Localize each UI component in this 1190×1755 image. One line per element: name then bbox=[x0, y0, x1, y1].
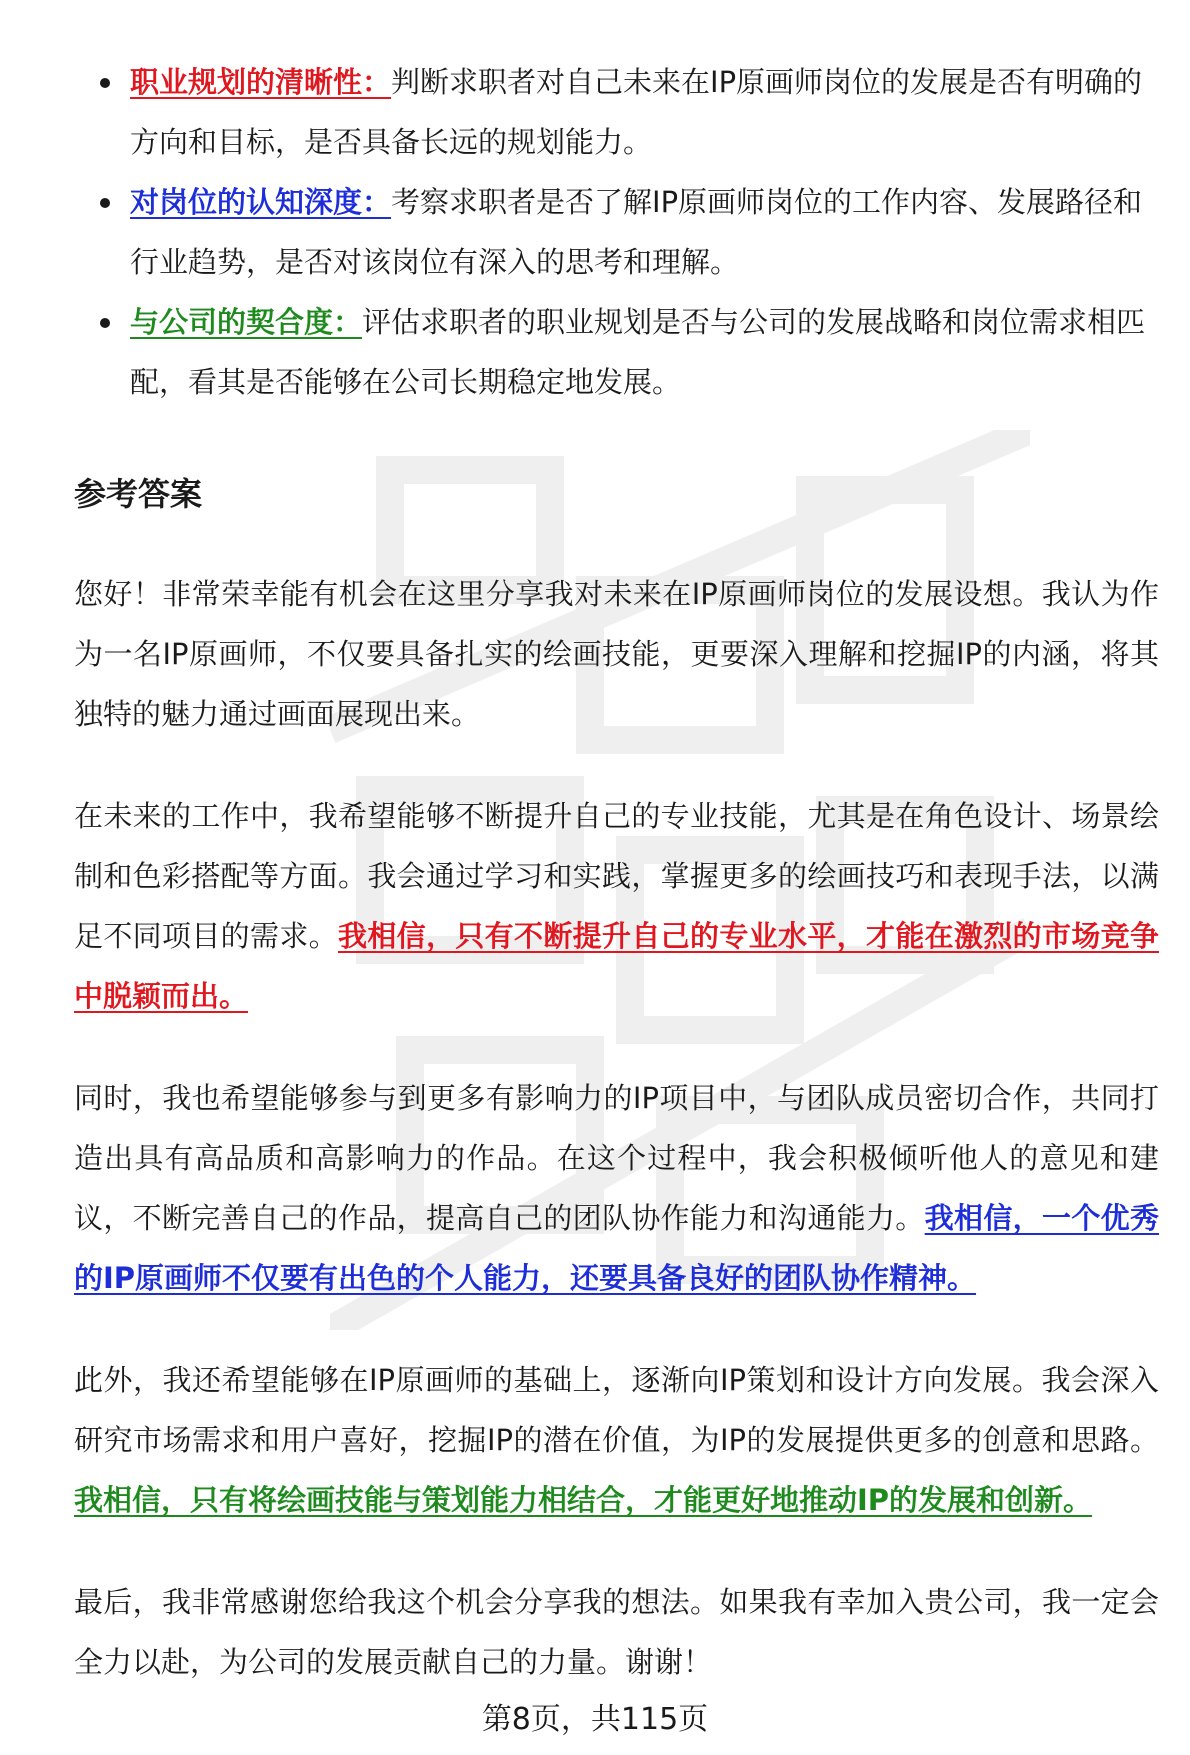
highlight-sentence: 我相信，只有将绘画技能与策划能力相结合，才能更好地推动IP的发展和创新。 bbox=[74, 1483, 1093, 1517]
criteria-text: 判断求职者对自己未来在IP原画师岗位的发展是否有明确的方向和目标，是否具备长远的规划能力。 bbox=[130, 65, 1143, 159]
bullet-icon bbox=[100, 318, 110, 328]
criteria-text: 评估求职者的职业规划是否与公司的发展战略和岗位需求相匹配，看其是否能够在公司长期稳定地发展。 bbox=[130, 305, 1146, 399]
page-content bbox=[74, 52, 1159, 1692]
answer-paragraph-2 bbox=[74, 786, 1159, 1026]
answer-paragraph-1 bbox=[74, 564, 1159, 744]
page-number: 第8页，共115页 bbox=[481, 1702, 709, 1737]
highlight-sentence: 我相信，只有不断提升自己的专业水平，才能在激烈的市场竞争中脱颖而出。 bbox=[74, 919, 1159, 1013]
paragraph-text: 您好！非常荣幸能有机会在这里分享我对未来在IP原画师岗位的发展设想。我认为作为一名IP原画师，不仅要具备扎实的绘画技能，更要深入理解和挖掘IP的内涵，将其独特的魅力通过画面展现出来。 bbox=[74, 577, 1159, 731]
answer-paragraph-4 bbox=[74, 1350, 1159, 1530]
criteria-label: 对岗位的认知深度： bbox=[130, 185, 392, 219]
paragraph-text: 此外，我还希望能够在IP原画师的基础上，逐渐向IP策划和设计方向发展。我会深入研究市场需求和用户喜好，挖掘IP的潜在价值，为IP的发展提供更多的创意和思路。 bbox=[74, 1363, 1159, 1457]
criteria-text: 考察求职者是否了解IP原画师岗位的工作内容、发展路径和行业趋势，是否对该岗位有深入的思考和理解。 bbox=[130, 185, 1143, 279]
bullet-icon bbox=[100, 78, 110, 88]
list-item bbox=[74, 52, 1159, 172]
answer-paragraph-3 bbox=[74, 1068, 1159, 1308]
highlight-sentence: 我相信，一个优秀的IP原画师不仅要有出色的个人能力，还要具备良好的团队协作精神。 bbox=[74, 1201, 1159, 1295]
paragraph-text: 同时，我也希望能够参与到更多有影响力的IP项目中，与团队成员密切合作，共同打造出具有高品质和高影响力的作品。在这个过程中，我会积极倾听他人的意见和建议，不断完善自己的作品，提高自己的团队协作能力和沟通能力。 bbox=[74, 1081, 1159, 1235]
paragraph-text: 最后，我非常感谢您给我这个机会分享我的想法。如果我有幸加入贵公司，我一定会全力以赴，为公司的发展贡献自己的力量。谢谢！ bbox=[74, 1585, 1159, 1679]
list-item bbox=[74, 172, 1159, 292]
bullet-icon bbox=[100, 198, 110, 208]
answer-paragraph-5 bbox=[74, 1572, 1159, 1692]
section-title: 参考答案 bbox=[74, 475, 203, 513]
criteria-label: 与公司的契合度： bbox=[130, 305, 363, 339]
evaluation-criteria-list bbox=[74, 52, 1159, 412]
criteria-label: 职业规划的清晰性： bbox=[130, 65, 392, 99]
paragraph-text: 在未来的工作中，我希望能够不断提升自己的专业技能，尤其是在角色设计、场景绘制和色彩搭配等方面。我会通过学习和实践，掌握更多的绘画技巧和表现手法，以满足不同项目的需求。 bbox=[74, 799, 1159, 953]
list-item bbox=[74, 292, 1159, 412]
